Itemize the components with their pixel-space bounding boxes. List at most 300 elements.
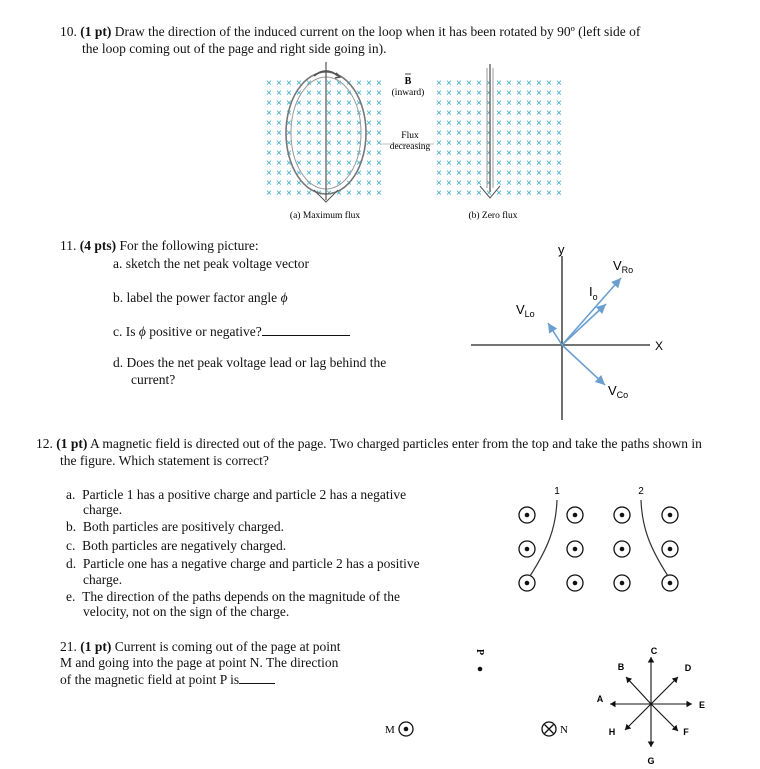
- dir-f-label: F: [683, 727, 689, 737]
- point-p: [478, 667, 483, 672]
- q21-number: 21.: [60, 639, 77, 654]
- q11-points: (4 pts): [79, 238, 117, 253]
- field-x-mark: ×: [366, 158, 372, 169]
- field-x-mark: ×: [546, 108, 552, 119]
- field-x-mark: ×: [466, 148, 472, 159]
- p-label: P: [474, 648, 485, 656]
- field-x-mark: ×: [326, 98, 332, 109]
- field-x-mark: ×: [266, 168, 272, 179]
- field-x-mark: ×: [456, 118, 462, 129]
- field-x-mark: ×: [356, 188, 362, 199]
- field-x-mark: ×: [316, 88, 322, 99]
- field-x-mark: ×: [346, 88, 352, 99]
- field-x-mark: ×: [366, 178, 372, 189]
- field-x-mark: ×: [436, 168, 442, 179]
- field-x-mark: ×: [336, 168, 342, 179]
- field-x-mark: ×: [436, 88, 442, 99]
- field-x-mark: ×: [286, 88, 292, 99]
- field-x-mark: ×: [556, 98, 562, 109]
- particle-2-label: 2: [638, 486, 644, 497]
- field-x-mark: ×: [366, 128, 372, 139]
- field-x-mark: ×: [376, 178, 382, 189]
- field-x-mark: ×: [556, 108, 562, 119]
- field-x-mark: ×: [506, 118, 512, 129]
- field-x-mark: ×: [356, 178, 362, 189]
- field-x-mark: ×: [516, 118, 522, 129]
- field-x-mark: ×: [556, 138, 562, 149]
- q11-c-prefix: c. Is: [113, 324, 136, 339]
- field-x-mark: ×: [306, 138, 312, 149]
- field-x-mark: ×: [536, 138, 542, 149]
- field-x-mark: ×: [526, 178, 532, 189]
- field-x-mark: ×: [486, 128, 492, 139]
- field-x-mark: ×: [466, 98, 472, 109]
- field-x-mark: ×: [556, 88, 562, 99]
- q11-number: 11.: [60, 238, 77, 253]
- field-x-mark: ×: [456, 168, 462, 179]
- field-x-mark: ×: [476, 98, 482, 109]
- field-x-mark: ×: [446, 128, 452, 139]
- field-x-mark: ×: [326, 78, 332, 89]
- field-x-mark: ×: [326, 108, 332, 119]
- field-x-mark: ×: [276, 108, 282, 119]
- field-x-mark: ×: [296, 178, 302, 189]
- field-x-mark: ×: [466, 178, 472, 189]
- v-lo-label: $V_{Lo}$: [516, 302, 535, 319]
- field-x-mark: ×: [526, 148, 532, 159]
- field-x-mark: ×: [506, 138, 512, 149]
- field-x-mark: ×: [336, 148, 342, 159]
- field-x-mark: ×: [506, 188, 512, 199]
- field-x-mark: ×: [536, 88, 542, 99]
- field-x-mark: ×: [446, 118, 452, 129]
- field-x-mark: ×: [316, 118, 322, 129]
- field-x-mark: ×: [276, 78, 282, 89]
- field-x-mark: ×: [436, 158, 442, 169]
- field-x-mark: ×: [326, 168, 332, 179]
- v-lo-vector: [548, 323, 562, 345]
- field-x-mark: ×: [366, 78, 372, 89]
- field-x-mark: ×: [436, 148, 442, 159]
- q12-option-d-cont: charge.: [83, 572, 123, 587]
- field-x-mark: ×: [486, 158, 492, 169]
- field-x-mark: ×: [266, 148, 272, 159]
- q12-option-c: c. Both particles are negatively charged.: [66, 538, 287, 553]
- field-x-mark: ×: [286, 148, 292, 159]
- field-x-mark: ×: [486, 98, 492, 109]
- field-x-mark: ×: [306, 188, 312, 199]
- field-x-mark: ×: [286, 178, 292, 189]
- field-x-mark: ×: [506, 168, 512, 179]
- field-x-mark: ×: [546, 148, 552, 159]
- field-x-mark: ×: [506, 108, 512, 119]
- field-x-mark: ×: [336, 78, 342, 89]
- field-x-mark: ×: [496, 178, 502, 189]
- field-x-mark: ×: [476, 148, 482, 159]
- field-x-mark: ×: [276, 118, 282, 129]
- field-x-mark: ×: [476, 128, 482, 139]
- q21-figure: [0, 639, 760, 769]
- field-x-mark: ×: [536, 178, 542, 189]
- field-x-mark: ×: [556, 118, 562, 129]
- field-x-mark: ×: [306, 178, 312, 189]
- field-x-mark: ×: [266, 108, 272, 119]
- field-x-mark: ×: [456, 138, 462, 149]
- q12-line2: the figure. Which statement is correct?: [60, 453, 269, 468]
- field-x-mark: ×: [526, 118, 532, 129]
- field-x-mark: ×: [266, 98, 272, 109]
- field-x-mark: ×: [446, 108, 452, 119]
- q12-option-e: e. The direction of the paths depends on the magnitude of the: [66, 589, 401, 604]
- field-x-mark: ×: [486, 148, 492, 159]
- field-x-mark: ×: [336, 158, 342, 169]
- q10-text-1: Draw the direction of the induced current on the loop when it has been rotated by 90º (left side of: [114, 24, 641, 39]
- field-x-mark: ×: [366, 108, 372, 119]
- q11-c-suffix: positive or negative?: [149, 324, 262, 339]
- q12-option-d: d. Particle one has a negative charge and particle 2 has a positive: [66, 556, 420, 571]
- q11-a: a. sketch the net peak voltage vector: [113, 256, 310, 271]
- field-x-mark: ×: [486, 78, 492, 89]
- field-x-mark: ×: [506, 88, 512, 99]
- field-x-mark: ×: [506, 98, 512, 109]
- field-x-mark: ×: [296, 168, 302, 179]
- q12-number: 12.: [36, 436, 53, 451]
- field-x-mark: ×: [486, 118, 492, 129]
- field-x-mark: ×: [286, 158, 292, 169]
- field-x-mark: ×: [516, 78, 522, 89]
- field-x-mark: ×: [516, 108, 522, 119]
- field-x-mark: ×: [546, 168, 552, 179]
- x-axis-label: X: [655, 339, 664, 353]
- field-x-mark: ×: [286, 118, 292, 129]
- field-x-mark: ×: [346, 78, 352, 89]
- q12-option-b: b. Both particles are positively charged.: [66, 519, 284, 534]
- field-x-mark: ×: [446, 78, 452, 89]
- field-x-mark: ×: [326, 158, 332, 169]
- field-x-mark: ×: [266, 158, 272, 169]
- dir-e-label: E: [698, 700, 706, 710]
- field-x-mark: ×: [356, 128, 362, 139]
- dir-c-label: C: [650, 646, 658, 656]
- field-x-mark: ×: [306, 158, 312, 169]
- field-x-mark: ×: [266, 128, 272, 139]
- field-x-mark: ×: [346, 158, 352, 169]
- field-x-mark: ×: [316, 158, 322, 169]
- field-x-mark: ×: [336, 108, 342, 119]
- caption-b: (b) Zero flux: [468, 211, 518, 221]
- field-x-mark: ×: [336, 188, 342, 199]
- field-x-mark: ×: [276, 158, 282, 169]
- field-x-mark: ×: [536, 148, 542, 159]
- field-x-mark: ×: [296, 158, 302, 169]
- field-x-mark: ×: [456, 98, 462, 109]
- field-x-mark: ×: [526, 78, 532, 89]
- field-x-mark: ×: [436, 98, 442, 109]
- field-x-mark: ×: [286, 128, 292, 139]
- field-x-mark: ×: [456, 128, 462, 139]
- field-x-mark: ×: [366, 98, 372, 109]
- field-x-mark: ×: [556, 78, 562, 89]
- field-x-mark: ×: [346, 108, 352, 119]
- field-x-mark: ×: [556, 178, 562, 189]
- field-x-mark: ×: [436, 178, 442, 189]
- field-x-mark: ×: [346, 138, 352, 149]
- field-x-mark: ×: [436, 188, 442, 199]
- field-x-mark: ×: [496, 108, 502, 119]
- field-x-mark: ×: [306, 88, 312, 99]
- field-x-mark: ×: [356, 158, 362, 169]
- field-x-mark: ×: [496, 98, 502, 109]
- field-x-mark: ×: [516, 168, 522, 179]
- field-x-mark: ×: [466, 78, 472, 89]
- field-x-mark: ×: [366, 138, 372, 149]
- field-x-mark: ×: [496, 158, 502, 169]
- field-x-mark: ×: [296, 88, 302, 99]
- field-x-mark: ×: [496, 148, 502, 159]
- field-x-mark: ×: [456, 178, 462, 189]
- field-x-mark: ×: [276, 98, 282, 109]
- field-x-mark: ×: [346, 168, 352, 179]
- q10-points: (1 pt): [80, 24, 112, 39]
- field-x-mark: ×: [266, 78, 272, 89]
- field-x-mark: ×: [266, 88, 272, 99]
- v-ro-label: $V_{Ro}$: [613, 258, 634, 275]
- field-x-mark: ×: [466, 158, 472, 169]
- field-x-mark: ×: [516, 98, 522, 109]
- field-x-mark: ×: [336, 98, 342, 109]
- field-x-mark: ×: [376, 168, 382, 179]
- field-x-mark: ×: [336, 118, 342, 129]
- field-x-mark: ×: [356, 98, 362, 109]
- v-co-vector: [562, 345, 605, 385]
- field-x-mark: ×: [516, 188, 522, 199]
- q21-line2: M and going into the page at point N. The direction: [60, 655, 339, 670]
- field-dots: [519, 507, 678, 591]
- field-x-mark: ×: [556, 188, 562, 199]
- field-x-mark: ×: [346, 148, 352, 159]
- field-x-mark: ×: [356, 78, 362, 89]
- b-symbol: B: [404, 76, 412, 87]
- field-x-mark: ×: [376, 118, 382, 129]
- field-grid-b: [436, 78, 562, 199]
- field-x-mark: ×: [286, 78, 292, 89]
- field-x-mark: ×: [546, 118, 552, 129]
- field-x-mark: ×: [446, 98, 452, 109]
- field-x-mark: ×: [376, 78, 382, 89]
- field-x-mark: ×: [326, 88, 332, 99]
- field-x-mark: ×: [446, 148, 452, 159]
- field-x-mark: ×: [286, 98, 292, 109]
- q21-points: (1 pt): [80, 639, 112, 654]
- field-x-mark: ×: [356, 88, 362, 99]
- field-x-mark: ×: [326, 188, 332, 199]
- field-x-mark: ×: [516, 88, 522, 99]
- field-x-mark: ×: [536, 168, 542, 179]
- field-x-mark: ×: [526, 108, 532, 119]
- i-o-label: $I_o$: [589, 284, 598, 302]
- field-x-mark: ×: [276, 178, 282, 189]
- field-x-mark: ×: [296, 118, 302, 129]
- field-x-mark: ×: [456, 148, 462, 159]
- flux-label-1: Flux: [401, 131, 419, 141]
- field-x-mark: ×: [446, 188, 452, 199]
- field-x-mark: ×: [266, 178, 272, 189]
- field-x-mark: ×: [466, 188, 472, 199]
- field-x-mark: ×: [536, 128, 542, 139]
- field-x-mark: ×: [376, 148, 382, 159]
- field-x-mark: ×: [266, 138, 272, 149]
- field-x-mark: ×: [476, 178, 482, 189]
- field-x-mark: ×: [536, 108, 542, 119]
- field-x-mark: ×: [496, 88, 502, 99]
- field-x-mark: ×: [296, 128, 302, 139]
- field-x-mark: ×: [286, 188, 292, 199]
- q12-option-a-cont: charge.: [83, 502, 123, 517]
- field-x-mark: ×: [446, 168, 452, 179]
- field-x-mark: ×: [516, 128, 522, 139]
- field-x-mark: ×: [476, 168, 482, 179]
- field-x-mark: ×: [346, 178, 352, 189]
- i-o-vector: [562, 304, 606, 345]
- field-x-mark: ×: [296, 138, 302, 149]
- q11-b-text: b. label the power factor angle: [113, 290, 278, 305]
- phasor-diagram: [0, 240, 760, 440]
- field-x-mark: ×: [376, 138, 382, 149]
- field-x-mark: ×: [516, 138, 522, 149]
- field-x-mark: ×: [556, 168, 562, 179]
- field-x-mark: ×: [306, 168, 312, 179]
- field-x-mark: ×: [376, 88, 382, 99]
- field-x-mark: ×: [506, 78, 512, 89]
- phi-symbol: ϕ: [280, 290, 288, 305]
- field-x-mark: ×: [526, 88, 532, 99]
- field-x-mark: ×: [536, 188, 542, 199]
- flux-label-2: decreasing: [389, 142, 431, 152]
- q10-number: 10.: [60, 24, 77, 39]
- q12-option-e-cont: velocity, not on the sign of the charge.: [83, 604, 290, 619]
- field-x-mark: ×: [446, 158, 452, 169]
- field-x-mark: ×: [546, 88, 552, 99]
- q12-option-a: a. Particle 1 has a positive charge and particle 2 has a negative: [66, 487, 407, 502]
- field-x-mark: ×: [456, 108, 462, 119]
- field-x-mark: ×: [516, 148, 522, 159]
- field-x-mark: ×: [456, 88, 462, 99]
- field-x-mark: ×: [346, 128, 352, 139]
- field-x-mark: ×: [506, 178, 512, 189]
- dir-b-label: B: [617, 662, 625, 672]
- field-x-mark: ×: [346, 188, 352, 199]
- field-x-mark: ×: [486, 188, 492, 199]
- field-x-mark: ×: [456, 158, 462, 169]
- field-x-mark: ×: [296, 98, 302, 109]
- field-x-mark: ×: [316, 168, 322, 179]
- field-x-mark: ×: [276, 128, 282, 139]
- v-co-label: $V_{Co}$: [608, 383, 629, 400]
- field-x-mark: ×: [316, 98, 322, 109]
- field-x-mark: ×: [496, 138, 502, 149]
- field-x-mark: ×: [496, 78, 502, 89]
- field-x-mark: ×: [286, 138, 292, 149]
- field-x-mark: ×: [486, 108, 492, 119]
- dir-d-label: D: [684, 663, 692, 673]
- field-x-mark: ×: [466, 138, 472, 149]
- field-grid-a: [266, 78, 382, 199]
- field-x-mark: ×: [276, 188, 282, 199]
- field-x-mark: ×: [266, 118, 272, 129]
- field-x-mark: ×: [306, 118, 312, 129]
- field-x-mark: ×: [356, 168, 362, 179]
- field-x-mark: ×: [296, 108, 302, 119]
- field-x-mark: ×: [556, 158, 562, 169]
- field-x-mark: ×: [486, 88, 492, 99]
- field-x-mark: ×: [296, 78, 302, 89]
- field-x-mark: ×: [476, 88, 482, 99]
- field-x-mark: ×: [376, 108, 382, 119]
- field-x-mark: ×: [536, 158, 542, 169]
- m-label: M: [385, 724, 395, 736]
- field-x-mark: ×: [446, 138, 452, 149]
- field-x-mark: ×: [546, 78, 552, 89]
- field-x-mark: ×: [506, 158, 512, 169]
- field-x-mark: ×: [306, 78, 312, 89]
- field-x-mark: ×: [496, 168, 502, 179]
- field-x-mark: ×: [526, 98, 532, 109]
- field-x-mark: ×: [546, 138, 552, 149]
- field-x-mark: ×: [446, 88, 452, 99]
- field-x-mark: ×: [486, 178, 492, 189]
- field-x-mark: ×: [316, 178, 322, 189]
- field-x-mark: ×: [366, 188, 372, 199]
- field-x-mark: ×: [306, 108, 312, 119]
- field-x-mark: ×: [286, 108, 292, 119]
- field-x-mark: ×: [486, 138, 492, 149]
- field-x-mark: ×: [336, 138, 342, 149]
- field-x-mark: ×: [316, 148, 322, 159]
- field-x-mark: ×: [326, 118, 332, 129]
- field-x-mark: ×: [356, 148, 362, 159]
- field-x-mark: ×: [466, 118, 472, 129]
- field-x-mark: ×: [326, 178, 332, 189]
- field-x-mark: ×: [376, 98, 382, 109]
- field-x-mark: ×: [366, 88, 372, 99]
- field-x-mark: ×: [266, 188, 272, 199]
- field-x-mark: ×: [556, 148, 562, 159]
- phi-symbol: ϕ: [138, 324, 146, 339]
- field-x-mark: ×: [346, 118, 352, 129]
- field-x-mark: ×: [276, 148, 282, 159]
- field-x-mark: ×: [546, 98, 552, 109]
- field-x-mark: ×: [436, 108, 442, 119]
- field-x-mark: ×: [316, 78, 322, 89]
- field-x-mark: ×: [376, 188, 382, 199]
- field-x-mark: ×: [546, 178, 552, 189]
- q11-intro: For the following picture:: [119, 238, 259, 253]
- field-x-mark: ×: [476, 78, 482, 89]
- field-x-mark: ×: [526, 138, 532, 149]
- q10-line1: [60, 24, 640, 40]
- field-x-mark: ×: [326, 148, 332, 159]
- field-x-mark: ×: [516, 178, 522, 189]
- field-x-mark: ×: [496, 118, 502, 129]
- field-x-mark: ×: [466, 128, 472, 139]
- caption-a: (a) Maximum flux: [289, 211, 361, 221]
- field-x-mark: ×: [516, 158, 522, 169]
- field-x-mark: ×: [446, 178, 452, 189]
- field-x-mark: ×: [366, 118, 372, 129]
- field-x-mark: ×: [436, 118, 442, 129]
- field-x-mark: ×: [366, 168, 372, 179]
- q10-line2: the loop coming out of the page and right side going in).: [82, 41, 387, 56]
